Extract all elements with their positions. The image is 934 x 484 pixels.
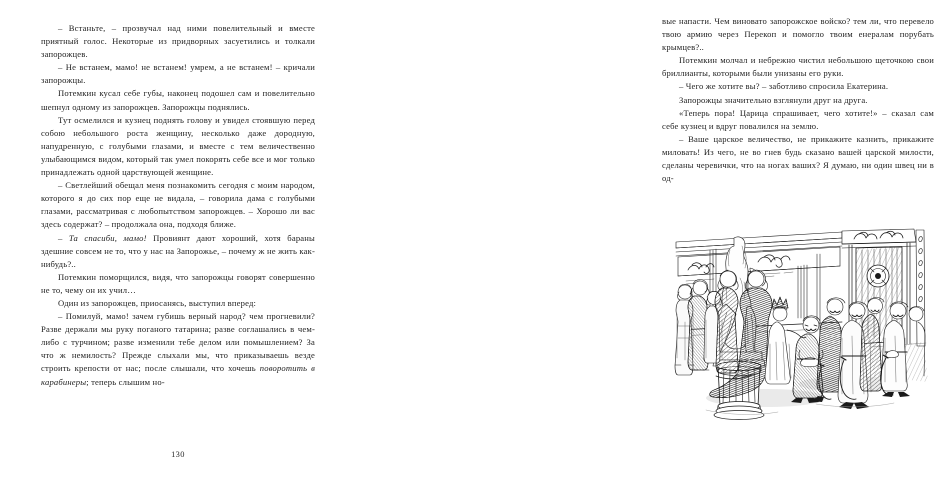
paragraph: «Теперь пора! Царица спрашивает, чего хотите!» – сказал сам себе кузнец и вдруг повалился на землю. xyxy=(662,107,934,131)
paragraph: Тут осмелился и кузнец поднять голову и увидел стоявшую перед собою небольшого роста женщину, несколько даже дородную, напудренную, с голубыми глазами, и вместе с тем величественно улыбающимся видом, который так умел покорять себе все и мог только принадлежать одной царствующей женщине. xyxy=(41,114,315,178)
paragraph: – Светлейший обещал меня познакомить сегодня с моим народом, которого я до сих пор еще не видала, – говорила дама с голубыми глазами, рассматривая с любопытством запорожцев. – Хорошо ли вас здесь содержат? – продолжала она, подходя ближе. xyxy=(41,180,315,230)
italic-phrase: Та спасиби, мамо! xyxy=(68,232,147,243)
paragraph-continuation: вые напасти. Чем виновато запорожское войско? тем ли, что перевело твою армию через Перекоп и помогло твоим енералам порубать крымцев?.. xyxy=(662,16,934,53)
paragraph: Один из запорожцев, приосанясь, выступил вперед: xyxy=(58,297,257,308)
paragraph: Потемкин кусал себе губы, наконец подошел сам и повелительно шепнул одному из запорожцев. Запорожцы поднялись. xyxy=(41,88,315,112)
right-page xyxy=(322,0,934,484)
paragraph: – Не встанем, мамо! не встанем! умрем, а не встанем! – кричали запорожцы. xyxy=(41,62,315,86)
paragraph-with-italic xyxy=(41,232,315,271)
paragraph: Запорожцы значительно взглянули друг на друга. xyxy=(679,94,868,105)
text-run: – xyxy=(58,232,69,243)
paragraph: – Ваше царское величество, не прикажите казнить, прикажите миловать! Из чего, не во гнев будь сказано вашей царской милости, сделаны черевички, что на ногах ваших? Я думаю, ни один швец ни в од- xyxy=(662,133,934,184)
right-column-text xyxy=(662,15,934,185)
italic-phrase: поворотить в карабинеры xyxy=(41,363,316,387)
paragraph-with-italic xyxy=(41,310,315,389)
paragraph: Потемкин молчал и небрежно чистил небольшою щеточкою свои бриллианты, которыми были унизаны его руки. xyxy=(662,55,934,79)
page-number: 130 xyxy=(171,450,185,459)
paragraph: Потемкин поморщился, видя, что запорожцы говорят совершенно не то, чему он их учил… xyxy=(41,271,315,295)
paragraph: – Чего же хотите вы? – заботливо спросила Екатерина. xyxy=(679,81,889,92)
text-run: – Помилуй, мамо! зачем губишь верный народ? чем прогневили? Разве держали мы руку поганого татарина; разве соглашались в чем-либо с турчином; разве изменили тебе делом или помышлением? За что ж немилость? Прежде слыхали мы, что приказываешь везде строить крепости от нас; после слышали, что хочешь xyxy=(41,311,315,374)
paragraph: – Встаньте, – прозвучал над ними повелительный и вместе приятный голос. Некоторые из придворных засуетились и толкали запорожцев. xyxy=(41,23,315,60)
text-run: Провиянт дают хороший, хотя бараны здешние совсем не то, что у нас на Запорожье, – почему ж не жить как-нибудь?.. xyxy=(41,232,315,269)
left-page xyxy=(0,0,322,484)
left-column-text xyxy=(41,22,315,389)
palace-audience-illustration xyxy=(666,226,932,426)
text-run: ; теперь слышим но- xyxy=(86,376,165,387)
